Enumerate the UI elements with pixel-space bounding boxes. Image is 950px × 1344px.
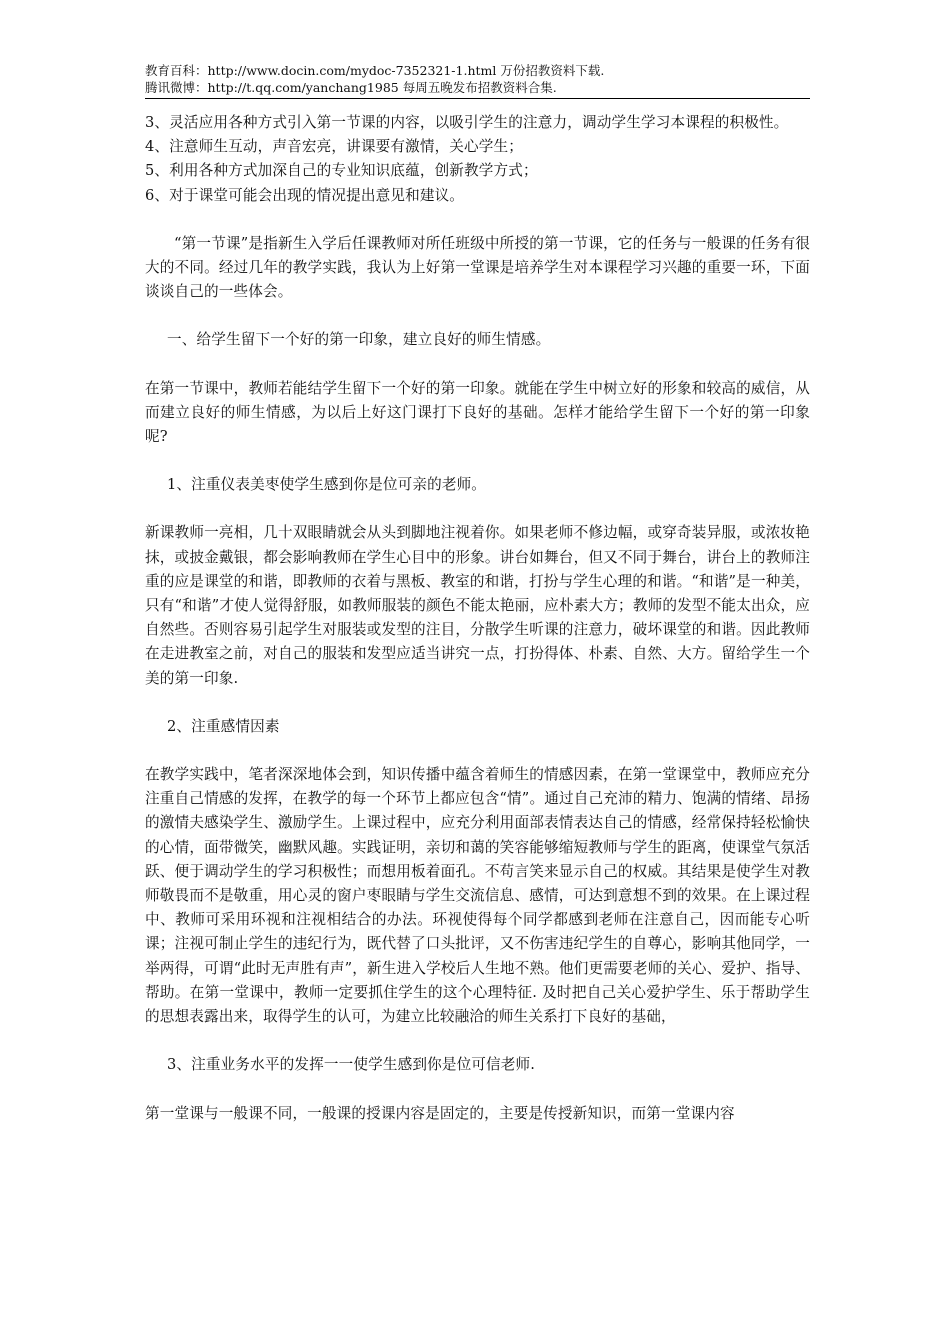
spacer <box>145 691 810 715</box>
spacer <box>145 1078 810 1102</box>
spacer <box>145 208 810 232</box>
spacer <box>145 1029 810 1053</box>
subsection-3-paragraph: 第一堂课与一般课不同，一般课的授课内容是固定的，主要是传授新知识，而第一堂课内容 <box>145 1104 735 1122</box>
subsection-2-heading: 2、注重感情因素 <box>167 717 280 735</box>
list-item-4: 4、注意师生互动，声音宏亮，讲课要有激情，关心学生； <box>145 138 524 156</box>
header-line-2: 腾讯微博：http://t.qq.com/yanchang1985 每周五晚发布招教资料合集. <box>145 80 557 95</box>
spacer <box>145 304 810 328</box>
document-body <box>145 111 810 1126</box>
spacer <box>145 353 810 377</box>
subsection-2-paragraph: 在教学实践中，笔者深深地体会到，知识传播中蕴含着师生的情感因素，在第一堂课堂中，教师应充分注重自己情感的发挥，在教学的每一个环节上都应包含“情”。通过自己充沛的精力、饱满的情绪、昂扬的激情夫感染学生、激励学生。上课过程中，应充分利用面部表情表达自己的情感，经常保持轻松愉快的心情，面带微笑，幽默风趣。实践证明，亲切和蔼的笑容能够缩短教师与学生的距离，使课堂气氛活跃、便于调动学生的学习积极性；而想用板着面孔。不苟言笑来显示自己的权威。其结果是使学生对教师敬畏而不是敬重，用心灵的窗户枣眼睛与学生交流信息、感情，可达到意想不到的效果。在上课过程中、教师可采用环视和注视相结合的办法。环视使得每个同学都感到老师在注意自己，因而能专心听课；注视可制止学生的违纪行为，既代替了口头批评，又不伤害违纪学生的自尊心，影响其他同学，一举两得，可谓“此时无声胜有声”，新生进入学校后人生地不熟。他们更需要老师的关心、爱护、指导、帮助。在第一堂课中，教师一定要抓住学生的这个心理特征. 及时把自己关心爱护学生、乐于帮助学生的思想表露出来，取得学生的认可，为建立比较融洽的师生关系打下良好的基础， <box>145 766 810 1026</box>
spacer <box>145 449 810 473</box>
list-item-5: 5、利用各种方式加深自己的专业知识底蕴，创新教学方式； <box>145 162 538 180</box>
page-header <box>145 62 810 99</box>
section-1-paragraph: 在第一节课中，教师若能结学生留下一个好的第一印象。就能在学生中树立好的形象和较高的威信，从而建立良好的师生情感，为以后上好这门课打下良好的基础。怎样才能给学生留下一个好的第一印象呢? <box>145 379 810 446</box>
list-item-3: 3、灵活应用各种方式引入第一节课的内容，以吸引学生的注意力，调动学生学习本课程的积极性。 <box>145 114 789 131</box>
subsection-1-paragraph: 新课教师一亮相，几十双眼睛就会从头到脚地注视着你。如果老师不修边幅，或穿奇装异服，或浓妆艳抹，或披金戴银，都会影响教师在学生心目中的形象。讲台如舞台，但又不同于舞台，讲台上的教师注重的应是课堂的和谐，即教师的衣着与黑板、教室的和谐，打扮与学生心理的和谐。“和谐”是一种美，只有“和谐”才使人觉得舒服，如教师服装的颜色不能太艳丽，应朴素大方；教师的发型不能太出众，应自然些。否则容易引起学生对服装或发型的注目，分散学生听课的注意力，破坏课堂的和谐。因此教师在走进教室之前，对自己的服装和发型应适当讲究一点，打扮得体、朴素、自然、大方。留给学生一个美的第一印象. <box>145 524 810 687</box>
list-item-6: 6、对于课堂可能会出现的情况提出意见和建议。 <box>145 186 465 204</box>
subsection-3-heading: 3、注重业务水平的发挥一一使学生感到你是位可信老师. <box>167 1056 536 1074</box>
document-page <box>145 62 810 1126</box>
header-line-1: 教育百科：http://www.docin.com/mydoc-7352321-1.html 万份招教资料下载. <box>145 63 605 78</box>
spacer <box>145 739 810 763</box>
subsection-1-heading: 1、注重仪表美枣使学生感到你是位可亲的老师。 <box>167 476 487 494</box>
spacer <box>145 497 810 521</box>
section-1-heading: 一、给学生留下一个好的第一印象，建立良好的师生情感。 <box>167 331 551 349</box>
intro-paragraph: “第一节课”是指新生入学后任课教师对所任班级中所授的第一节课，它的任务与一般课的任务有很大的不同。经过几年的教学实践，我认为上好第一堂课是培养学生对本课程学习兴趣的重要一环，下面谈谈自己的一些体会。 <box>145 234 810 301</box>
